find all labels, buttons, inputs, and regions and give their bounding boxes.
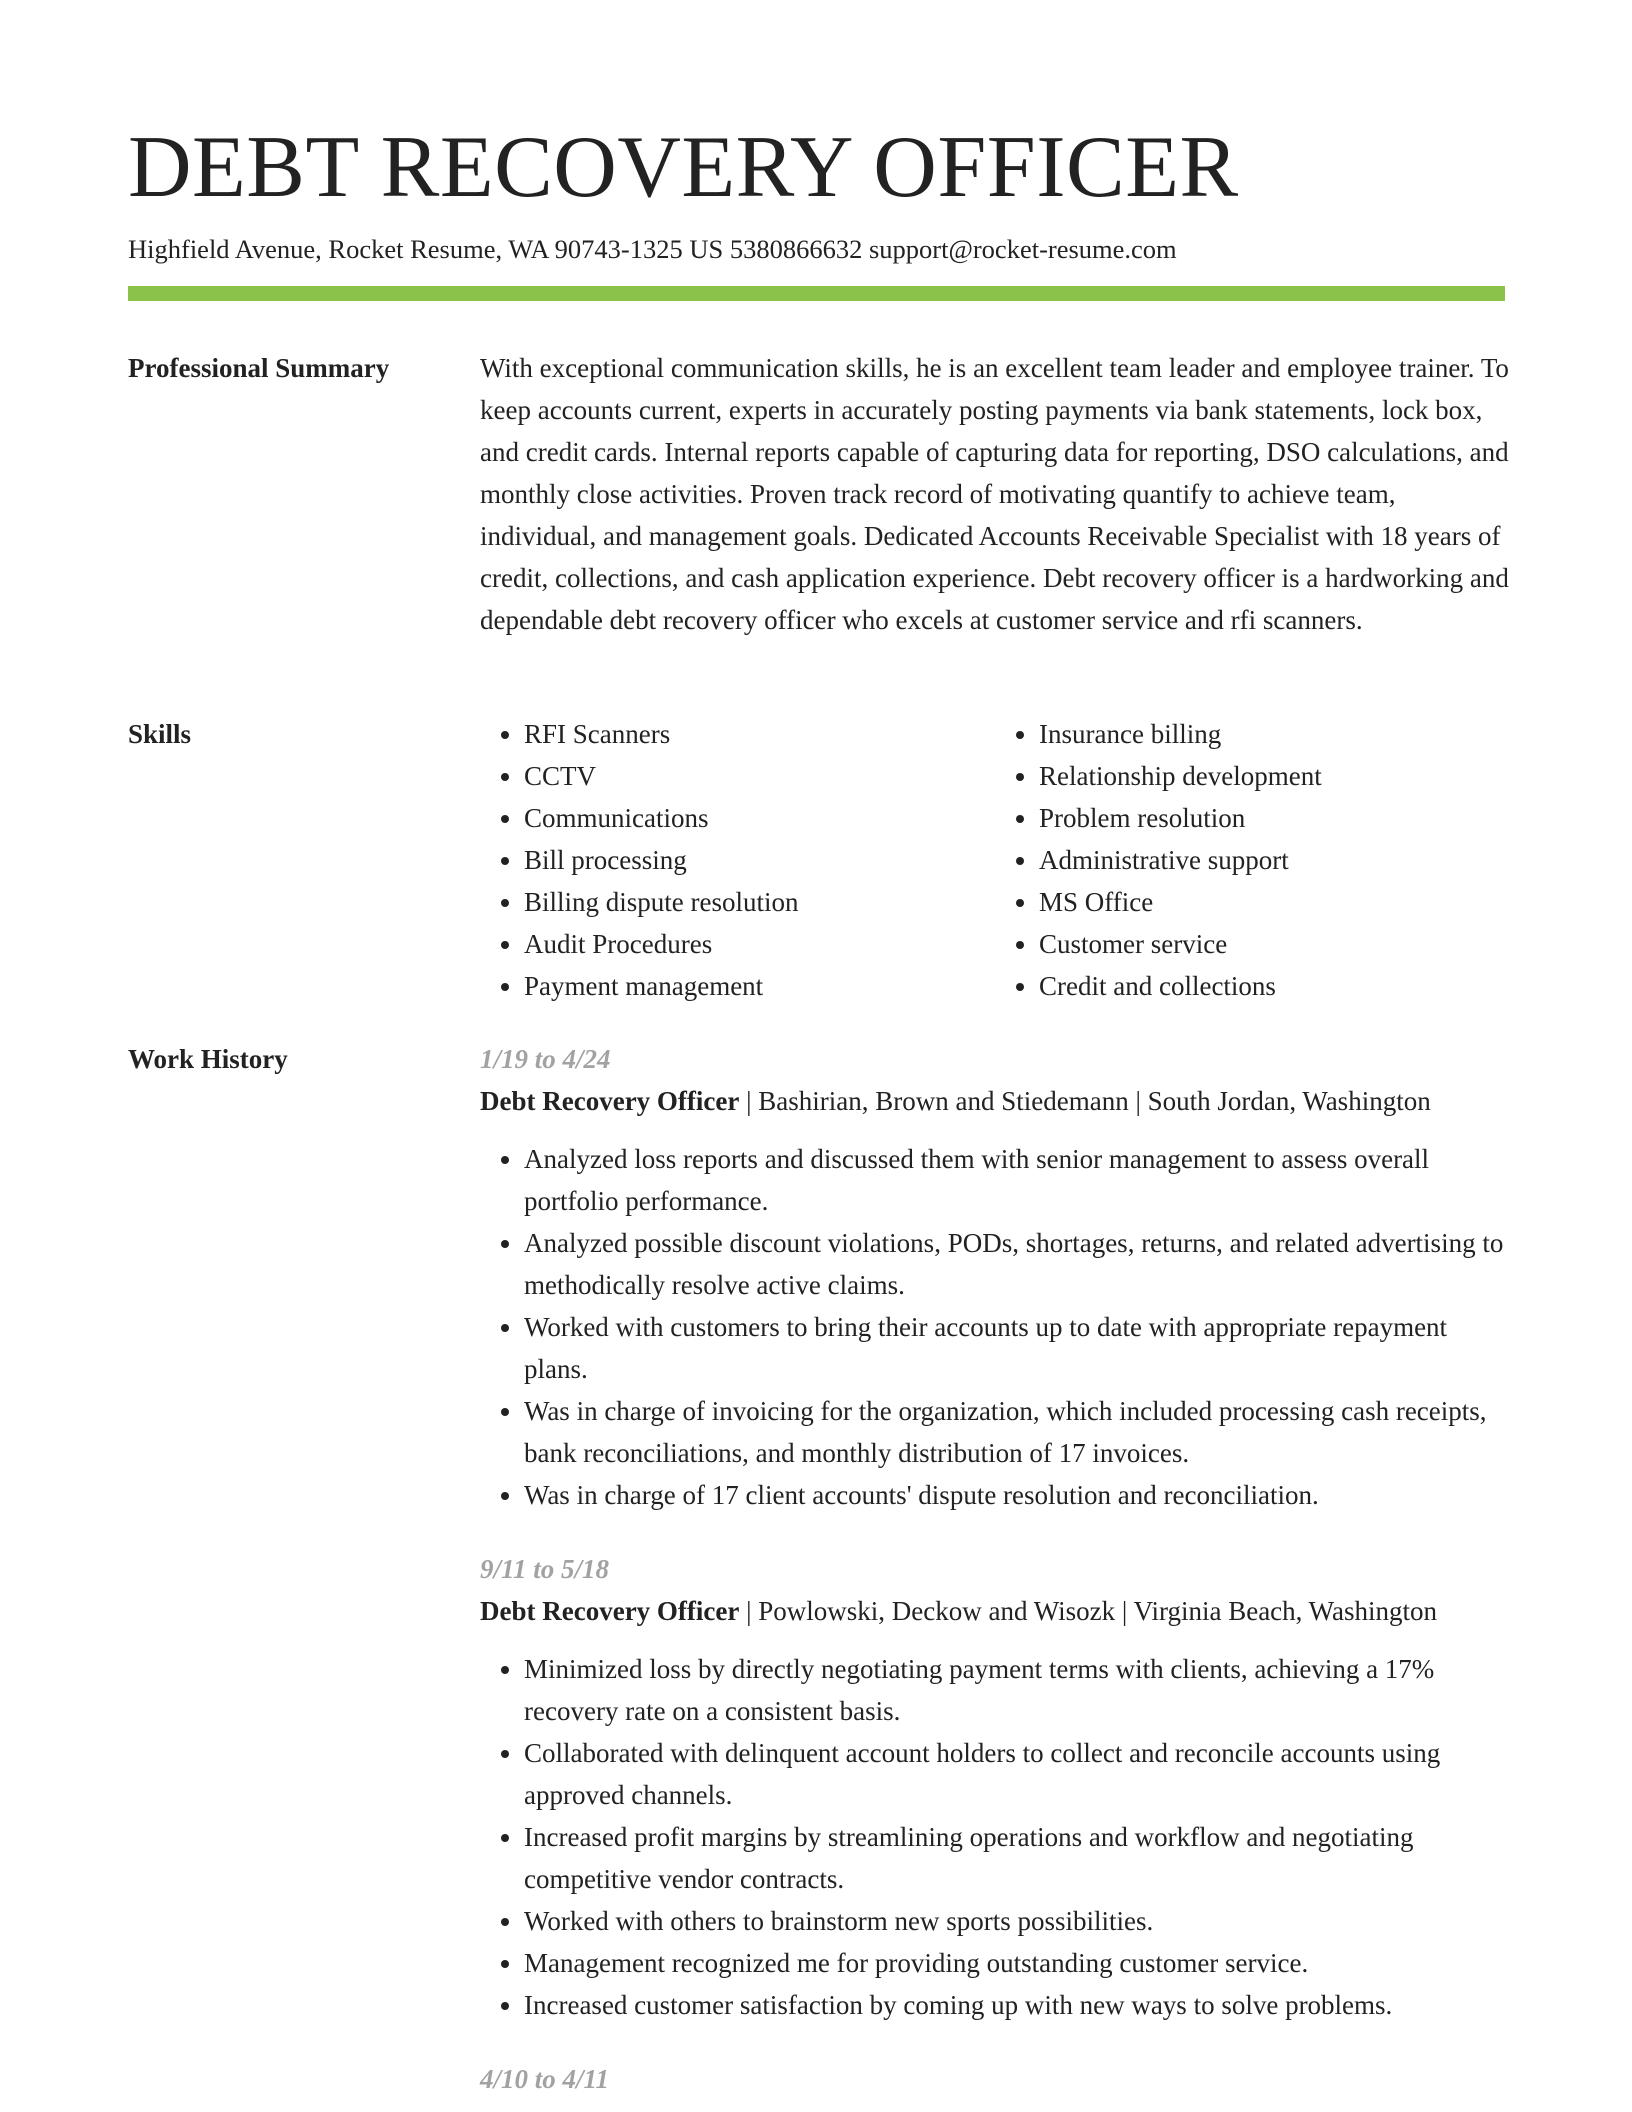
job-bullet: • Worked with customers to bring their accounts up to date with appropriate repayment plans.: [524, 1306, 1510, 1390]
skills-list-right: [995, 713, 1510, 1007]
job-employer-location: | Powlowski, Deckow and Wisozk | Virginia Beach, Washington: [739, 1596, 1437, 1626]
section-label-summary: Professional Summary: [128, 353, 390, 383]
skill-item: • Problem resolution: [1039, 797, 1510, 839]
skill-item: • RFI Scanners: [524, 713, 995, 755]
job-title: Debt Recovery Officer: [480, 1086, 740, 1116]
contact-line: Highfield Avenue, Rocket Resume, WA 90743-1325 US 5380866632 support@rocket-resume.com: [128, 234, 1177, 264]
summary-text: With exceptional communication skills, he is an excellent team leader and employee trainer. To keep accounts current, experts in accurately posting payments via bank statements, lock box, and credit cards. Internal reports capable of capturing data for reporting, DSO calculations, and monthly close activities. Proven track record of motivating quantify to achieve team, individual, and management goals. Dedicated Accounts Receivable Specialist with 18 years of credit, collections, and cash application experience. Debt recovery officer is a hardworking and dependable debt recovery officer who excels at customer service and rfi scanners.: [480, 353, 1509, 635]
skill-item: • Bill processing: [524, 839, 995, 881]
job-bullet: • Was in charge of 17 client accounts' dispute resolution and reconciliation.: [524, 1474, 1510, 1516]
skill-item: • MS Office: [1039, 881, 1510, 923]
job-bullets: [480, 1138, 1510, 1516]
skill-item: • Insurance billing: [1039, 713, 1510, 755]
job-dates: 1/19 to 4/24: [480, 1044, 611, 1074]
job-dates: 4/10 to 4/11: [480, 2064, 610, 2094]
job-heading: [480, 1590, 1510, 1632]
skill-item: • Billing dispute resolution: [524, 881, 995, 923]
skill-item: • Communications: [524, 797, 995, 839]
skill-item: • Relationship development: [1039, 755, 1510, 797]
section-label-work-history: Work History: [128, 1044, 288, 1074]
job-bullet: • Analyzed possible discount violations, PODs, shortages, returns, and related advertising to methodically resolve active claims.: [524, 1222, 1510, 1306]
skill-item: • Administrative support: [1039, 839, 1510, 881]
job-bullet: • Collaborated with delinquent account holders to collect and reconcile accounts using approved channels.: [524, 1732, 1510, 1816]
job-bullet: • Management recognized me for providing outstanding customer service.: [524, 1942, 1510, 1984]
job-dates: 9/11 to 5/18: [480, 1554, 610, 1584]
job-bullet: • Analyzed loss reports and discussed them with senior management to assess overall portfolio performance.: [524, 1138, 1510, 1222]
job-bullet: • Increased customer satisfaction by coming up with new ways to solve problems.: [524, 1984, 1510, 2026]
job-bullet: • Minimized loss by directly negotiating payment terms with clients, achieving a 17% recovery rate on a consistent basis.: [524, 1648, 1510, 1732]
skills-section: [480, 713, 1510, 1007]
job-title: Debt Recovery Officer: [480, 1596, 740, 1626]
job-bullet: • Was in charge of invoicing for the organization, which included processing cash receipts, bank reconciliations, and monthly distribution of 17 invoices.: [524, 1390, 1510, 1474]
skill-item: • Customer service: [1039, 923, 1510, 965]
resume-title: DEBT RECOVERY OFFICER: [128, 119, 1239, 216]
section-label-skills: Skills: [128, 719, 192, 749]
skills-list-left: [480, 713, 995, 1007]
skill-item: • Payment management: [524, 965, 995, 1007]
job-bullet: • Increased profit margins by streamlining operations and workflow and negotiating competitive vendor contracts.: [524, 1816, 1510, 1900]
work-history-section: [480, 1038, 1510, 2100]
job-entry: [480, 2058, 1510, 2100]
skill-item: • Credit and collections: [1039, 965, 1510, 1007]
job-employer-location: | Bashirian, Brown and Stiedemann | South Jordan, Washington: [739, 1086, 1431, 1116]
skill-item: • Audit Procedures: [524, 923, 995, 965]
job-heading: [480, 1080, 1510, 1122]
job-bullet: • Worked with others to brainstorm new sports possibilities.: [524, 1900, 1510, 1942]
job-entry: [480, 1548, 1510, 2026]
job-entry: [480, 1038, 1510, 1516]
job-bullets: [480, 1648, 1510, 2026]
summary-section: [480, 347, 1510, 641]
header-divider: [128, 286, 1505, 301]
skill-item: • CCTV: [524, 755, 995, 797]
